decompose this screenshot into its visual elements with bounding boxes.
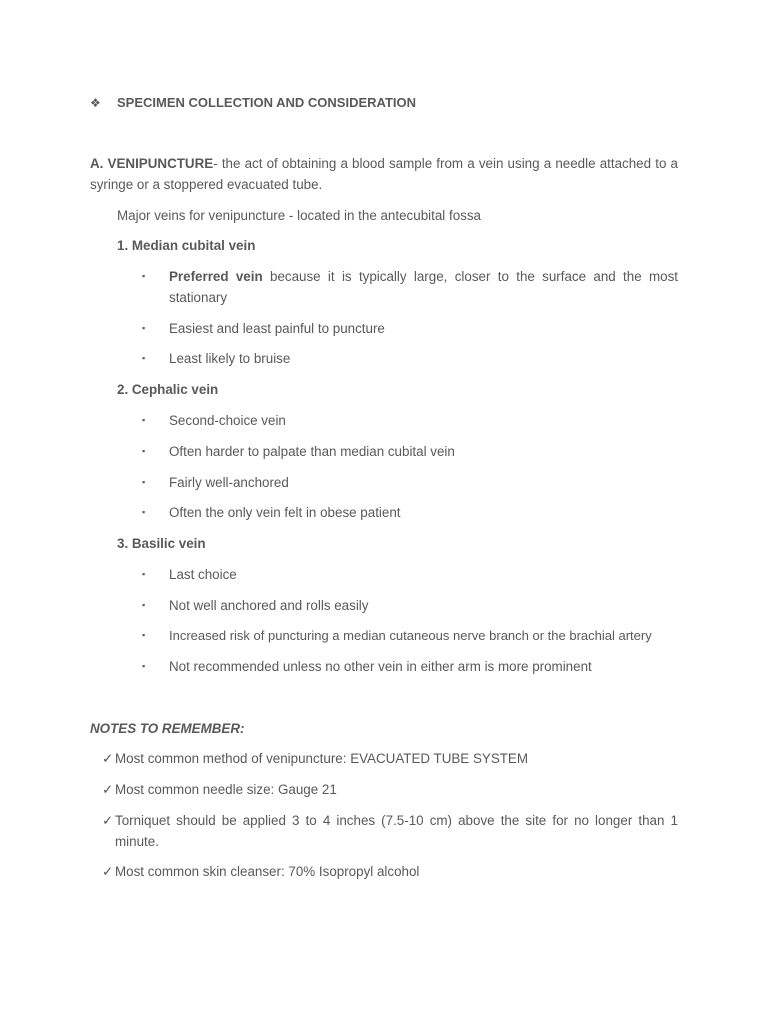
square-bullet-icon: ▪ xyxy=(142,569,146,579)
list-item-bold: Preferred vein xyxy=(169,269,263,284)
square-bullet-icon: ▪ xyxy=(142,477,146,487)
list-item-text: Often harder to palpate than median cubital vein xyxy=(169,444,455,459)
venipuncture-definition xyxy=(90,153,678,195)
list-item xyxy=(142,472,678,493)
list-item xyxy=(142,318,678,339)
list-item xyxy=(142,625,678,646)
venipuncture-term: A. VENIPUNCTURE xyxy=(90,156,214,171)
list-item-text: Often the only vein felt in obese patient xyxy=(169,505,401,520)
list-item-text: Not well anchored and rolls easily xyxy=(169,598,369,613)
venipuncture-definition-text: - the act of obtaining a blood sample from a vein using a needle attached to a syringe or a stoppered evacuated tube. xyxy=(90,156,679,192)
note-item xyxy=(102,748,678,769)
vein-title-median-cubital: 1. Median cubital vein xyxy=(117,238,256,253)
list-item xyxy=(142,502,678,523)
major-veins-intro: Major veins for venipuncture - located in the antecubital fossa xyxy=(117,208,481,223)
square-bullet-icon: ▪ xyxy=(142,323,146,333)
note-text: Most common method of venipuncture: EVACUATED TUBE SYSTEM xyxy=(115,751,529,766)
section-heading xyxy=(90,92,416,114)
square-bullet-icon: ▪ xyxy=(142,661,146,671)
list-item xyxy=(142,595,678,616)
vein-title-cephalic: 2. Cephalic vein xyxy=(117,382,219,397)
checkmark-icon: ✓ xyxy=(102,864,114,879)
list-item-text: because it is typically large, closer to the surface and the most stationary xyxy=(169,269,679,305)
section-heading-text: SPECIMEN COLLECTION AND CONSIDERATION xyxy=(117,95,417,110)
list-item xyxy=(142,564,678,585)
square-bullet-icon: ▪ xyxy=(142,271,146,281)
square-bullet-icon: ▪ xyxy=(142,353,146,363)
list-item-text: Last choice xyxy=(169,567,237,582)
note-item xyxy=(102,810,678,852)
checkmark-icon: ✓ xyxy=(102,813,114,828)
list-item xyxy=(142,348,678,369)
list-item xyxy=(142,441,678,462)
square-bullet-icon: ▪ xyxy=(142,446,146,456)
list-item xyxy=(142,266,678,308)
vein-title-basilic: 3. Basilic vein xyxy=(117,536,206,551)
checkmark-icon: ✓ xyxy=(102,751,114,766)
note-item xyxy=(102,861,678,882)
note-text: Most common skin cleanser: 70% Isopropyl alcohol xyxy=(115,864,420,879)
square-bullet-icon: ▪ xyxy=(142,600,146,610)
note-item xyxy=(102,779,678,800)
notes-title: NOTES TO REMEMBER: xyxy=(90,721,245,736)
list-item-text: Not recommended unless no other vein in either arm is more prominent xyxy=(169,659,592,674)
list-item-text: Least likely to bruise xyxy=(169,351,291,366)
note-text: Torniquet should be applied 3 to 4 inches (7.5-10 cm) above the site for no longer than 1 minute. xyxy=(115,813,678,849)
list-item-text: Fairly well-anchored xyxy=(169,475,289,490)
list-item xyxy=(142,656,678,677)
list-item-text: Increased risk of puncturing a median cutaneous nerve branch or the brachial artery xyxy=(169,628,652,643)
list-item-text: Easiest and least painful to puncture xyxy=(169,321,385,336)
list-item xyxy=(142,410,678,431)
square-bullet-icon: ▪ xyxy=(142,415,146,425)
square-bullet-icon: ▪ xyxy=(142,630,146,640)
checkmark-icon: ✓ xyxy=(102,782,114,797)
square-bullet-icon: ▪ xyxy=(142,507,146,517)
list-item-text: Second-choice vein xyxy=(169,413,286,428)
diamond-bullet-icon: ❖ xyxy=(90,96,101,110)
note-text: Most common needle size: Gauge 21 xyxy=(115,782,337,797)
